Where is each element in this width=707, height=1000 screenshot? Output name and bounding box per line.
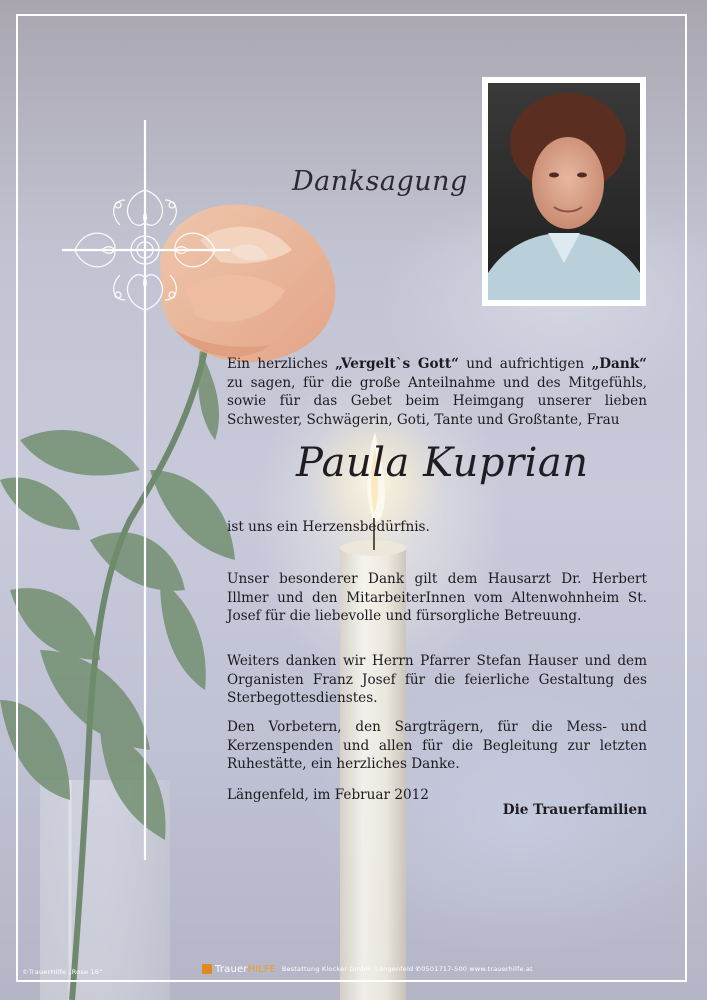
place-date: Längenfeld, im Februar 2012 [227, 787, 429, 803]
footer-bar [202, 962, 533, 976]
vergelts-gott-phrase: „Vergelt`s Gott“ [335, 356, 459, 372]
footer-info: Bestattung Klocker GmbH, Längenfeld ✆0501717-500 www.trauerhilfe.at [281, 965, 533, 973]
footer-brand: Trauer [215, 963, 248, 975]
portrait-image [488, 83, 640, 300]
image-credit: ©TrauerHilfe „Rose 16“ [22, 968, 103, 976]
dank-phrase: „Dank“ [591, 356, 647, 372]
portrait-photo [482, 77, 646, 306]
heading-danksagung: Danksagung [292, 166, 468, 197]
after-name-text: ist uns ein Herzensbedürfnis. [227, 519, 430, 535]
signature-families: Die Trauerfamilien [502, 802, 647, 818]
intro-paragraph: Ein herzliches „Vergelt`s Gott“ und aufrichtigen „Dank“ zu sagen, für die große Anteilnahme und des Mitgefühls, sowie für das Gebet beim Heimgang unserer lieben Schwester, Schwägerin, Goti, Tante und Großtante, Frau [227, 356, 647, 428]
footer-brand-accent: HILFE [247, 963, 276, 975]
doctor-thanks-paragraph: Unser besonderer Dank gilt dem Hausarzt Dr. Herbert Illmer und den MitarbeiterInnen vom Altenwohnheim St. Josef für die liebevolle und fürsorgliche Betreuung. [227, 571, 647, 624]
others-thanks-paragraph: Den Vorbetern, den Sargträgern, für die Mess- und Kerzenspenden und allen für die Begleitung zur letzten Ruhestätte, ein herzliches Danke. [227, 719, 647, 772]
trauerhilfe-logo-icon [202, 964, 212, 974]
deceased-name: Paula Kuprian [296, 440, 589, 486]
clergy-thanks-paragraph: Weiters danken wir Herrn Pfarrer Stefan Hauser und dem Organisten Franz Josef für die feierliche Gestaltung des Sterbegottesdienstes. [227, 653, 647, 706]
